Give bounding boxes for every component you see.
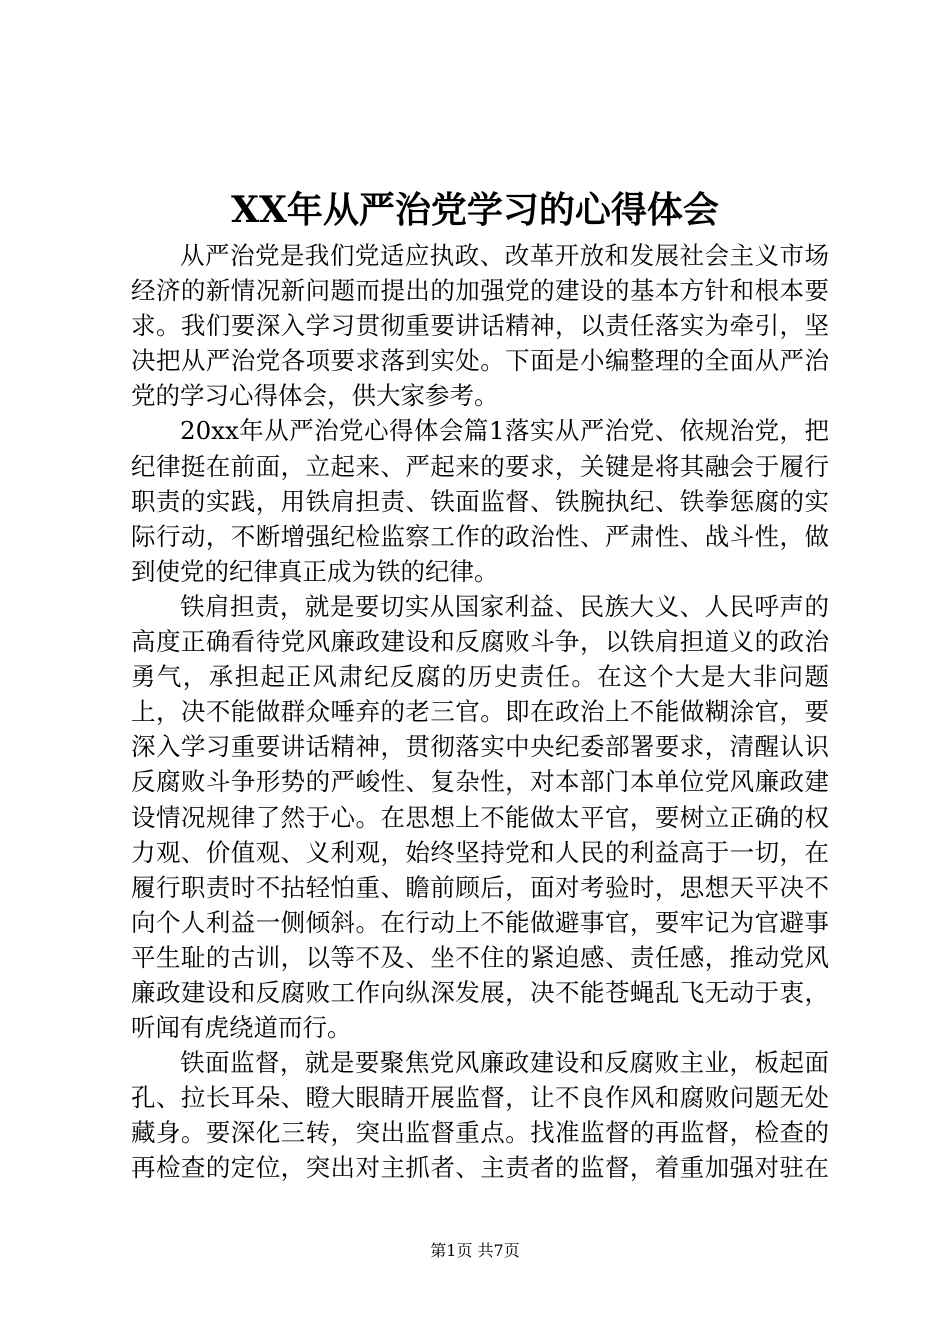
document-title: XX年从严治党学习的心得体会	[231, 189, 719, 231]
paragraph-part1: 20xx年从严治党心得体会篇1落实从严治党、依规治党，把纪律挺在前面，立起来、严起来的要求，关键是将其融会于履行职责的实践，用铁肩担责、铁面监督、铁腕执纪、铁拳惩腐的实际行动，不断增强纪检监察工作的政治性、严肃性、战斗性，做到使党的纪律真正成为铁的纪律。	[131, 416, 829, 586]
document-body	[131, 238, 829, 1188]
paragraph-iron-shoulder: 铁肩担责，就是要切实从国家利益、民族大义、人民呼声的高度正确看待党风廉政建设和反腐败斗争，以铁肩担道义的政治勇气，承担起正风肃纪反腐的历史责任。在这个大是大非问题上，决不能做群众唾弃的老三官。即在政治上不能做糊涂官，要深入学习重要讲话精神，贯彻落实中央纪委部署要求，清醒认识反腐败斗争形势的严峻性、复杂性，对本部门本单位党风廉政建设情况规律了然于心。在思想上不能做太平官，要树立正确的权力观、价值观、义利观，始终坚持党和人民的利益高于一切，在履行职责时不拈轻怕重、瞻前顾后，面对考验时，思想天平决不向个人利益一侧倾斜。在行动上不能做避事官，要牢记为官避事平生耻的古训，以等不及、坐不住的紧迫感、责任感，推动党风廉政建设和反腐败工作向纵深发展，决不能苍蝇乱飞无动于衷，听闻有虎绕道而行。	[131, 591, 829, 1043]
page-footer: 第1页 共7页	[430, 1241, 520, 1260]
paragraph-intro: 从严治党是我们党适应执政、改革开放和发展社会主义市场经济的新情况新问题而提出的加强党的建设的基本方针和根本要求。我们要深入学习贯彻重要讲话精神，以责任落实为牵引，坚决把从严治党各项要求落到实处。下面是小编整理的全面从严治党的学习心得体会，供大家参考。	[131, 241, 829, 411]
paragraph-iron-face: 铁面监督，就是要聚焦党风廉政建设和反腐败主业，板起面孔、拉长耳朵、瞪大眼睛开展监督，让不良作风和腐败问题无处藏身。要深化三转，突出监督重点。找准监督的再监督，检查的再检查的定位，突出对主抓者、主责者的监督，着重加强对驻在	[131, 1048, 829, 1183]
